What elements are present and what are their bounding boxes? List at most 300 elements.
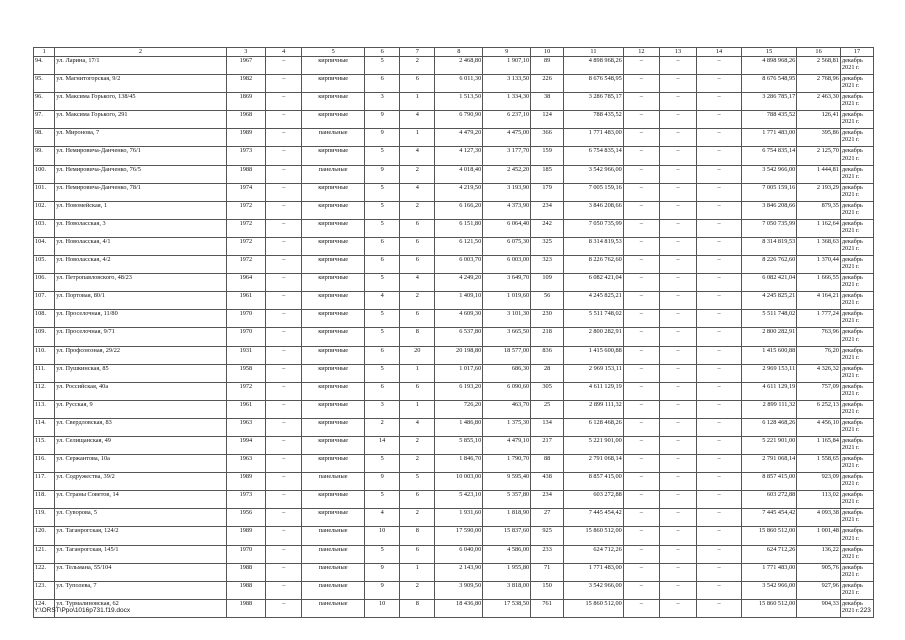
- table-cell: 788 435,52: [741, 111, 796, 129]
- table-cell: –: [623, 400, 659, 418]
- table-cell: 99.: [34, 147, 55, 165]
- table-cell: 8 676 548,95: [741, 75, 796, 93]
- table-cell: кирпичные: [302, 219, 365, 237]
- table-cell: 10 003,00: [435, 473, 483, 491]
- table-cell: –: [697, 219, 742, 237]
- table-cell: 6: [365, 75, 400, 93]
- housing-table: [33, 47, 874, 618]
- table-cell: 5: [365, 274, 400, 292]
- table-cell: –: [623, 256, 659, 274]
- table-cell: 218: [531, 328, 564, 346]
- table-cell: 2: [365, 418, 400, 436]
- column-header: 8: [435, 48, 483, 57]
- table-cell: –: [266, 436, 302, 454]
- table-cell: 1963: [226, 418, 265, 436]
- table-cell: 126,41: [797, 111, 841, 129]
- table-cell: 103.: [34, 219, 55, 237]
- table-cell: 9: [365, 581, 400, 599]
- table-cell: 1961: [226, 400, 265, 418]
- table-cell: панельные: [302, 599, 365, 617]
- table-cell: 686,30: [483, 364, 531, 382]
- table-cell: 1 790,70: [483, 455, 531, 473]
- table-cell: 2 791 068,14: [741, 455, 796, 473]
- table-cell: –: [659, 563, 696, 581]
- table-cell: кирпичные: [302, 455, 365, 473]
- table-cell: 6 040,00: [435, 545, 483, 563]
- table-cell: –: [697, 147, 742, 165]
- table-cell: 1 486,80: [435, 418, 483, 436]
- table-cell: –: [266, 364, 302, 382]
- table-cell: 234: [531, 201, 564, 219]
- table-cell: 2 568,81: [797, 57, 841, 75]
- column-header: 1: [34, 48, 55, 57]
- table-cell: кирпичные: [302, 274, 365, 292]
- table-cell: –: [697, 382, 742, 400]
- table-cell: 100.: [34, 165, 55, 183]
- table-cell: 1 334,30: [483, 93, 531, 111]
- column-header: 10: [531, 48, 564, 57]
- table-cell: –: [659, 310, 696, 328]
- table-cell: 3 101,30: [483, 310, 531, 328]
- table-cell: 233: [531, 545, 564, 563]
- table-cell: ул. Новомейская, 1: [55, 201, 226, 219]
- table-cell: ул. Российская, 40а: [55, 382, 226, 400]
- table-cell: 1970: [226, 328, 265, 346]
- table-cell: 120.: [34, 527, 55, 545]
- table-cell: 106.: [34, 274, 55, 292]
- table-cell: кирпичные: [302, 310, 365, 328]
- table-cell: 1956: [226, 509, 265, 527]
- table-cell: –: [623, 111, 659, 129]
- table-cell: 4 164,21: [797, 292, 841, 310]
- table-cell: 1989: [226, 473, 265, 491]
- table-cell: 4 245 825,21: [741, 292, 796, 310]
- table-cell: декабрь 2021 г.: [840, 93, 873, 111]
- table-cell: 438: [531, 473, 564, 491]
- table-cell: 6 121,50: [435, 237, 483, 255]
- table-cell: 763,96: [797, 328, 841, 346]
- table-cell: 104.: [34, 237, 55, 255]
- table-cell: декабрь 2021 г.: [840, 491, 873, 509]
- table-cell: 3 665,50: [483, 328, 531, 346]
- table-cell: 7 050 735,99: [741, 219, 796, 237]
- table-cell: 1 771 483,00: [564, 129, 624, 147]
- table-cell: 1 818,90: [483, 509, 531, 527]
- table-row: [34, 563, 874, 581]
- table-cell: 6 075,30: [483, 237, 531, 255]
- table-cell: 179: [531, 183, 564, 201]
- table-row: [34, 436, 874, 454]
- table-cell: 4: [400, 111, 435, 129]
- column-header: 15: [741, 48, 796, 57]
- table-cell: –: [697, 201, 742, 219]
- table-cell: 3: [365, 93, 400, 111]
- table-cell: –: [697, 57, 742, 75]
- table-cell: декабрь 2021 г.: [840, 545, 873, 563]
- table-cell: 2 899 111,32: [741, 400, 796, 418]
- table-cell: ул. Немировича-Данченко, 78/1: [55, 183, 226, 201]
- table-cell: 905,76: [797, 563, 841, 581]
- table-cell: кирпичные: [302, 436, 365, 454]
- table-cell: декабрь 2021 г.: [840, 274, 873, 292]
- table-cell: –: [659, 545, 696, 563]
- table-cell: декабрь 2021 г.: [840, 57, 873, 75]
- table-row: [34, 237, 874, 255]
- table-cell: 110.: [34, 346, 55, 364]
- table-cell: –: [659, 581, 696, 599]
- column-header: 9: [483, 48, 531, 57]
- table-cell: 8 226 762,60: [741, 256, 796, 274]
- table-cell: ул. Страны Советов, 14: [55, 491, 226, 509]
- table-cell: 927,96: [797, 581, 841, 599]
- table-cell: 5: [365, 364, 400, 382]
- table-cell: –: [659, 599, 696, 617]
- table-cell: 7 445 454,42: [741, 509, 796, 527]
- table-cell: 5 511 748,02: [564, 310, 624, 328]
- table-cell: декабрь 2021 г.: [840, 346, 873, 364]
- table-cell: –: [623, 93, 659, 111]
- table-cell: –: [659, 165, 696, 183]
- table-cell: 113,02: [797, 491, 841, 509]
- table-cell: –: [266, 57, 302, 75]
- table-cell: 1: [400, 364, 435, 382]
- column-header: 16: [797, 48, 841, 57]
- table-cell: –: [266, 219, 302, 237]
- table-cell: 3 542 966,00: [564, 165, 624, 183]
- table-cell: 1972: [226, 237, 265, 255]
- table-cell: –: [659, 237, 696, 255]
- table-cell: 8 314 819,53: [564, 237, 624, 255]
- table-cell: 2 800 282,91: [564, 328, 624, 346]
- table-cell: –: [697, 436, 742, 454]
- table-cell: –: [623, 545, 659, 563]
- table-cell: 5 221 901,00: [741, 436, 796, 454]
- table-cell: 6 082 421,04: [564, 274, 624, 292]
- table-cell: 17 538,50: [483, 599, 531, 617]
- table-cell: 1 162,64: [797, 219, 841, 237]
- table-cell: –: [659, 93, 696, 111]
- table-cell: 3: [365, 400, 400, 418]
- table-cell: 2 125,70: [797, 147, 841, 165]
- table-cell: 18 436,80: [435, 599, 483, 617]
- table-cell: 94.: [34, 57, 55, 75]
- table-cell: 38: [531, 93, 564, 111]
- table-cell: 2 452,20: [483, 165, 531, 183]
- table-cell: декабрь 2021 г.: [840, 527, 873, 545]
- table-cell: кирпичные: [302, 256, 365, 274]
- document-sheet: [33, 47, 874, 618]
- table-cell: –: [659, 183, 696, 201]
- table-cell: 27: [531, 509, 564, 527]
- table-cell: 603 272,88: [741, 491, 796, 509]
- table-cell: декабрь 2021 г.: [840, 129, 873, 147]
- table-cell: 788 435,52: [564, 111, 624, 129]
- table-cell: 15 860 512,00: [564, 527, 624, 545]
- table-row: [34, 129, 874, 147]
- table-cell: 4 609,30: [435, 310, 483, 328]
- table-cell: 234: [531, 491, 564, 509]
- table-row: [34, 545, 874, 563]
- table-cell: 136,22: [797, 545, 841, 563]
- table-cell: 2 969 153,11: [564, 364, 624, 382]
- table-cell: 6: [400, 382, 435, 400]
- table-cell: 8 857 415,00: [564, 473, 624, 491]
- table-cell: –: [623, 292, 659, 310]
- table-cell: 124.: [34, 599, 55, 617]
- table-cell: 226: [531, 75, 564, 93]
- table-cell: кирпичные: [302, 93, 365, 111]
- table-header-row: [34, 48, 874, 57]
- table-cell: 2: [400, 436, 435, 454]
- table-cell: 28: [531, 364, 564, 382]
- table-cell: 463,70: [483, 400, 531, 418]
- table-cell: 1 370,44: [797, 256, 841, 274]
- table-cell: 88: [531, 455, 564, 473]
- table-cell: –: [623, 346, 659, 364]
- table-cell: 2: [400, 455, 435, 473]
- table-cell: –: [659, 75, 696, 93]
- table-cell: декабрь 2021 г.: [840, 310, 873, 328]
- table-cell: –: [659, 400, 696, 418]
- table-cell: –: [697, 418, 742, 436]
- table-cell: декабрь 2021 г.: [840, 292, 873, 310]
- table-cell: 89: [531, 57, 564, 75]
- table-cell: 2 969 153,11: [741, 364, 796, 382]
- table-cell: 4 219,50: [435, 183, 483, 201]
- table-cell: ул. Проселочная, 11/80: [55, 310, 226, 328]
- table-cell: декабрь 2021 г.: [840, 473, 873, 491]
- table-cell: 1958: [226, 364, 265, 382]
- table-cell: 6 128 468,26: [564, 418, 624, 436]
- table-cell: –: [659, 364, 696, 382]
- table-cell: 5: [365, 57, 400, 75]
- table-cell: –: [623, 57, 659, 75]
- table-cell: панельные: [302, 473, 365, 491]
- table-cell: декабрь 2021 г.: [840, 201, 873, 219]
- table-cell: 108.: [34, 310, 55, 328]
- table-cell: 6: [400, 545, 435, 563]
- table-cell: 757,09: [797, 382, 841, 400]
- table-cell: 5: [400, 473, 435, 491]
- table-cell: декабрь 2021 г.: [840, 436, 873, 454]
- table-cell: ул. Содружества, 39/2: [55, 473, 226, 491]
- table-cell: 1 375,30: [483, 418, 531, 436]
- table-cell: 1 666,55: [797, 274, 841, 292]
- table-cell: –: [697, 292, 742, 310]
- table-cell: 9: [365, 563, 400, 581]
- table-cell: –: [623, 237, 659, 255]
- table-cell: –: [659, 346, 696, 364]
- table-cell: 1 955,80: [483, 563, 531, 581]
- table-cell: 109: [531, 274, 564, 292]
- table-cell: 134: [531, 418, 564, 436]
- table-cell: –: [659, 256, 696, 274]
- table-cell: 109.: [34, 328, 55, 346]
- table-cell: –: [697, 183, 742, 201]
- table-cell: –: [659, 527, 696, 545]
- table-cell: 1970: [226, 545, 265, 563]
- table-row: [34, 455, 874, 473]
- table-row: [34, 111, 874, 129]
- table-cell: 836: [531, 346, 564, 364]
- table-cell: 4 475,00: [483, 129, 531, 147]
- table-cell: –: [623, 455, 659, 473]
- table-cell: 6: [400, 256, 435, 274]
- table-cell: –: [266, 129, 302, 147]
- table-cell: –: [697, 581, 742, 599]
- table-cell: –: [266, 183, 302, 201]
- table-cell: 117.: [34, 473, 55, 491]
- column-header: 4: [266, 48, 302, 57]
- table-cell: –: [266, 563, 302, 581]
- table-cell: ул. Ларина, 17/1: [55, 57, 226, 75]
- table-cell: 6 790,90: [435, 111, 483, 129]
- table-cell: 4: [365, 509, 400, 527]
- table-cell: ул. Миронова, 7: [55, 129, 226, 147]
- table-cell: 4: [365, 292, 400, 310]
- table-cell: –: [623, 436, 659, 454]
- table-row: [34, 183, 874, 201]
- table-row: [34, 400, 874, 418]
- table-row: [34, 364, 874, 382]
- table-cell: 6: [400, 237, 435, 255]
- table-cell: –: [697, 509, 742, 527]
- table-cell: 230: [531, 310, 564, 328]
- table-cell: 2 899 111,32: [564, 400, 624, 418]
- table-cell: –: [697, 93, 742, 111]
- table-cell: 3 818,00: [483, 581, 531, 599]
- table-cell: –: [623, 201, 659, 219]
- table-cell: кирпичные: [302, 57, 365, 75]
- table-row: [34, 93, 874, 111]
- table-cell: 10: [365, 527, 400, 545]
- table-cell: ул. Немировича-Данченко, 76/5: [55, 165, 226, 183]
- table-cell: кирпичные: [302, 111, 365, 129]
- table-row: [34, 509, 874, 527]
- table-cell: кирпичные: [302, 292, 365, 310]
- column-header: 13: [659, 48, 696, 57]
- table-cell: ул. Проселочная, 9/71: [55, 328, 226, 346]
- table-cell: 366: [531, 129, 564, 147]
- table-cell: –: [266, 473, 302, 491]
- table-cell: 1974: [226, 183, 265, 201]
- table-cell: –: [266, 455, 302, 473]
- table-cell: –: [623, 310, 659, 328]
- table-cell: 1972: [226, 201, 265, 219]
- table-cell: –: [659, 436, 696, 454]
- table-cell: –: [266, 147, 302, 165]
- table-cell: –: [697, 364, 742, 382]
- table-cell: 6 003,70: [435, 256, 483, 274]
- table-cell: 6 252,13: [797, 400, 841, 418]
- table-cell: –: [623, 382, 659, 400]
- table-cell: 1 777,24: [797, 310, 841, 328]
- table-cell: 20: [400, 346, 435, 364]
- table-cell: 1967: [226, 57, 265, 75]
- table-cell: ул. Портовая, 80/1: [55, 292, 226, 310]
- table-row: [34, 581, 874, 599]
- table-cell: –: [623, 364, 659, 382]
- table-row: [34, 75, 874, 93]
- table-cell: 4 018,40: [435, 165, 483, 183]
- table-cell: 1 931,60: [435, 509, 483, 527]
- table-cell: –: [659, 328, 696, 346]
- table-cell: 8: [400, 328, 435, 346]
- table-cell: –: [623, 599, 659, 617]
- table-cell: 1 165,84: [797, 436, 841, 454]
- table-cell: –: [697, 111, 742, 129]
- table-cell: 185: [531, 165, 564, 183]
- table-cell: 7 005 159,16: [741, 183, 796, 201]
- table-cell: 121.: [34, 545, 55, 563]
- table-cell: 1972: [226, 219, 265, 237]
- table-cell: 624 712,26: [564, 545, 624, 563]
- table-cell: 1961: [226, 292, 265, 310]
- table-cell: –: [697, 274, 742, 292]
- table-cell: декабрь 2021 г.: [840, 400, 873, 418]
- table-cell: 113.: [34, 400, 55, 418]
- table-cell: 1 907,10: [483, 57, 531, 75]
- table-cell: 6: [400, 75, 435, 93]
- table-cell: 6: [365, 346, 400, 364]
- table-cell: 4 249,20: [435, 274, 483, 292]
- table-cell: –: [659, 491, 696, 509]
- table-cell: –: [697, 455, 742, 473]
- table-cell: 3 846 208,66: [564, 201, 624, 219]
- table-cell: 2 800 282,91: [741, 328, 796, 346]
- table-cell: 4 611 129,19: [741, 382, 796, 400]
- table-cell: 1982: [226, 75, 265, 93]
- table-cell: 3 846 208,66: [741, 201, 796, 219]
- table-row: [34, 201, 874, 219]
- table-cell: кирпичные: [302, 418, 365, 436]
- table-cell: 904,33: [797, 599, 841, 617]
- table-cell: декабрь 2021 г.: [840, 256, 873, 274]
- table-cell: 1970: [226, 310, 265, 328]
- table-row: [34, 292, 874, 310]
- table-cell: 2 463,30: [797, 93, 841, 111]
- table-cell: –: [697, 165, 742, 183]
- table-cell: 3 909,50: [435, 581, 483, 599]
- table-cell: –: [266, 237, 302, 255]
- table-cell: ул. Максима Горького, 291: [55, 111, 226, 129]
- table-cell: –: [266, 491, 302, 509]
- table-cell: 8 857 415,00: [741, 473, 796, 491]
- table-row: [34, 418, 874, 436]
- table-cell: 5: [365, 328, 400, 346]
- table-cell: ул. Профсоюзная, 29/22: [55, 346, 226, 364]
- table-cell: 56: [531, 292, 564, 310]
- table-cell: декабрь 2021 г.: [840, 509, 873, 527]
- table-cell: 6 166,20: [435, 201, 483, 219]
- table-cell: 4 898 968,26: [564, 57, 624, 75]
- table-cell: декабрь 2021 г.: [840, 418, 873, 436]
- table-cell: декабрь 2021 г.: [840, 75, 873, 93]
- table-cell: 1 019,60: [483, 292, 531, 310]
- table-cell: 6 064,40: [483, 219, 531, 237]
- table-cell: 1: [400, 563, 435, 581]
- table-cell: панельные: [302, 129, 365, 147]
- table-cell: декабрь 2021 г.: [840, 147, 873, 165]
- table-cell: ул. Сержантова, 10а: [55, 455, 226, 473]
- table-cell: 18 577,00: [483, 346, 531, 364]
- table-cell: 2 791 068,14: [564, 455, 624, 473]
- table-cell: кирпичные: [302, 382, 365, 400]
- table-cell: 5 511 748,02: [741, 310, 796, 328]
- table-row: [34, 57, 874, 75]
- table-cell: 1 846,70: [435, 455, 483, 473]
- table-cell: –: [623, 147, 659, 165]
